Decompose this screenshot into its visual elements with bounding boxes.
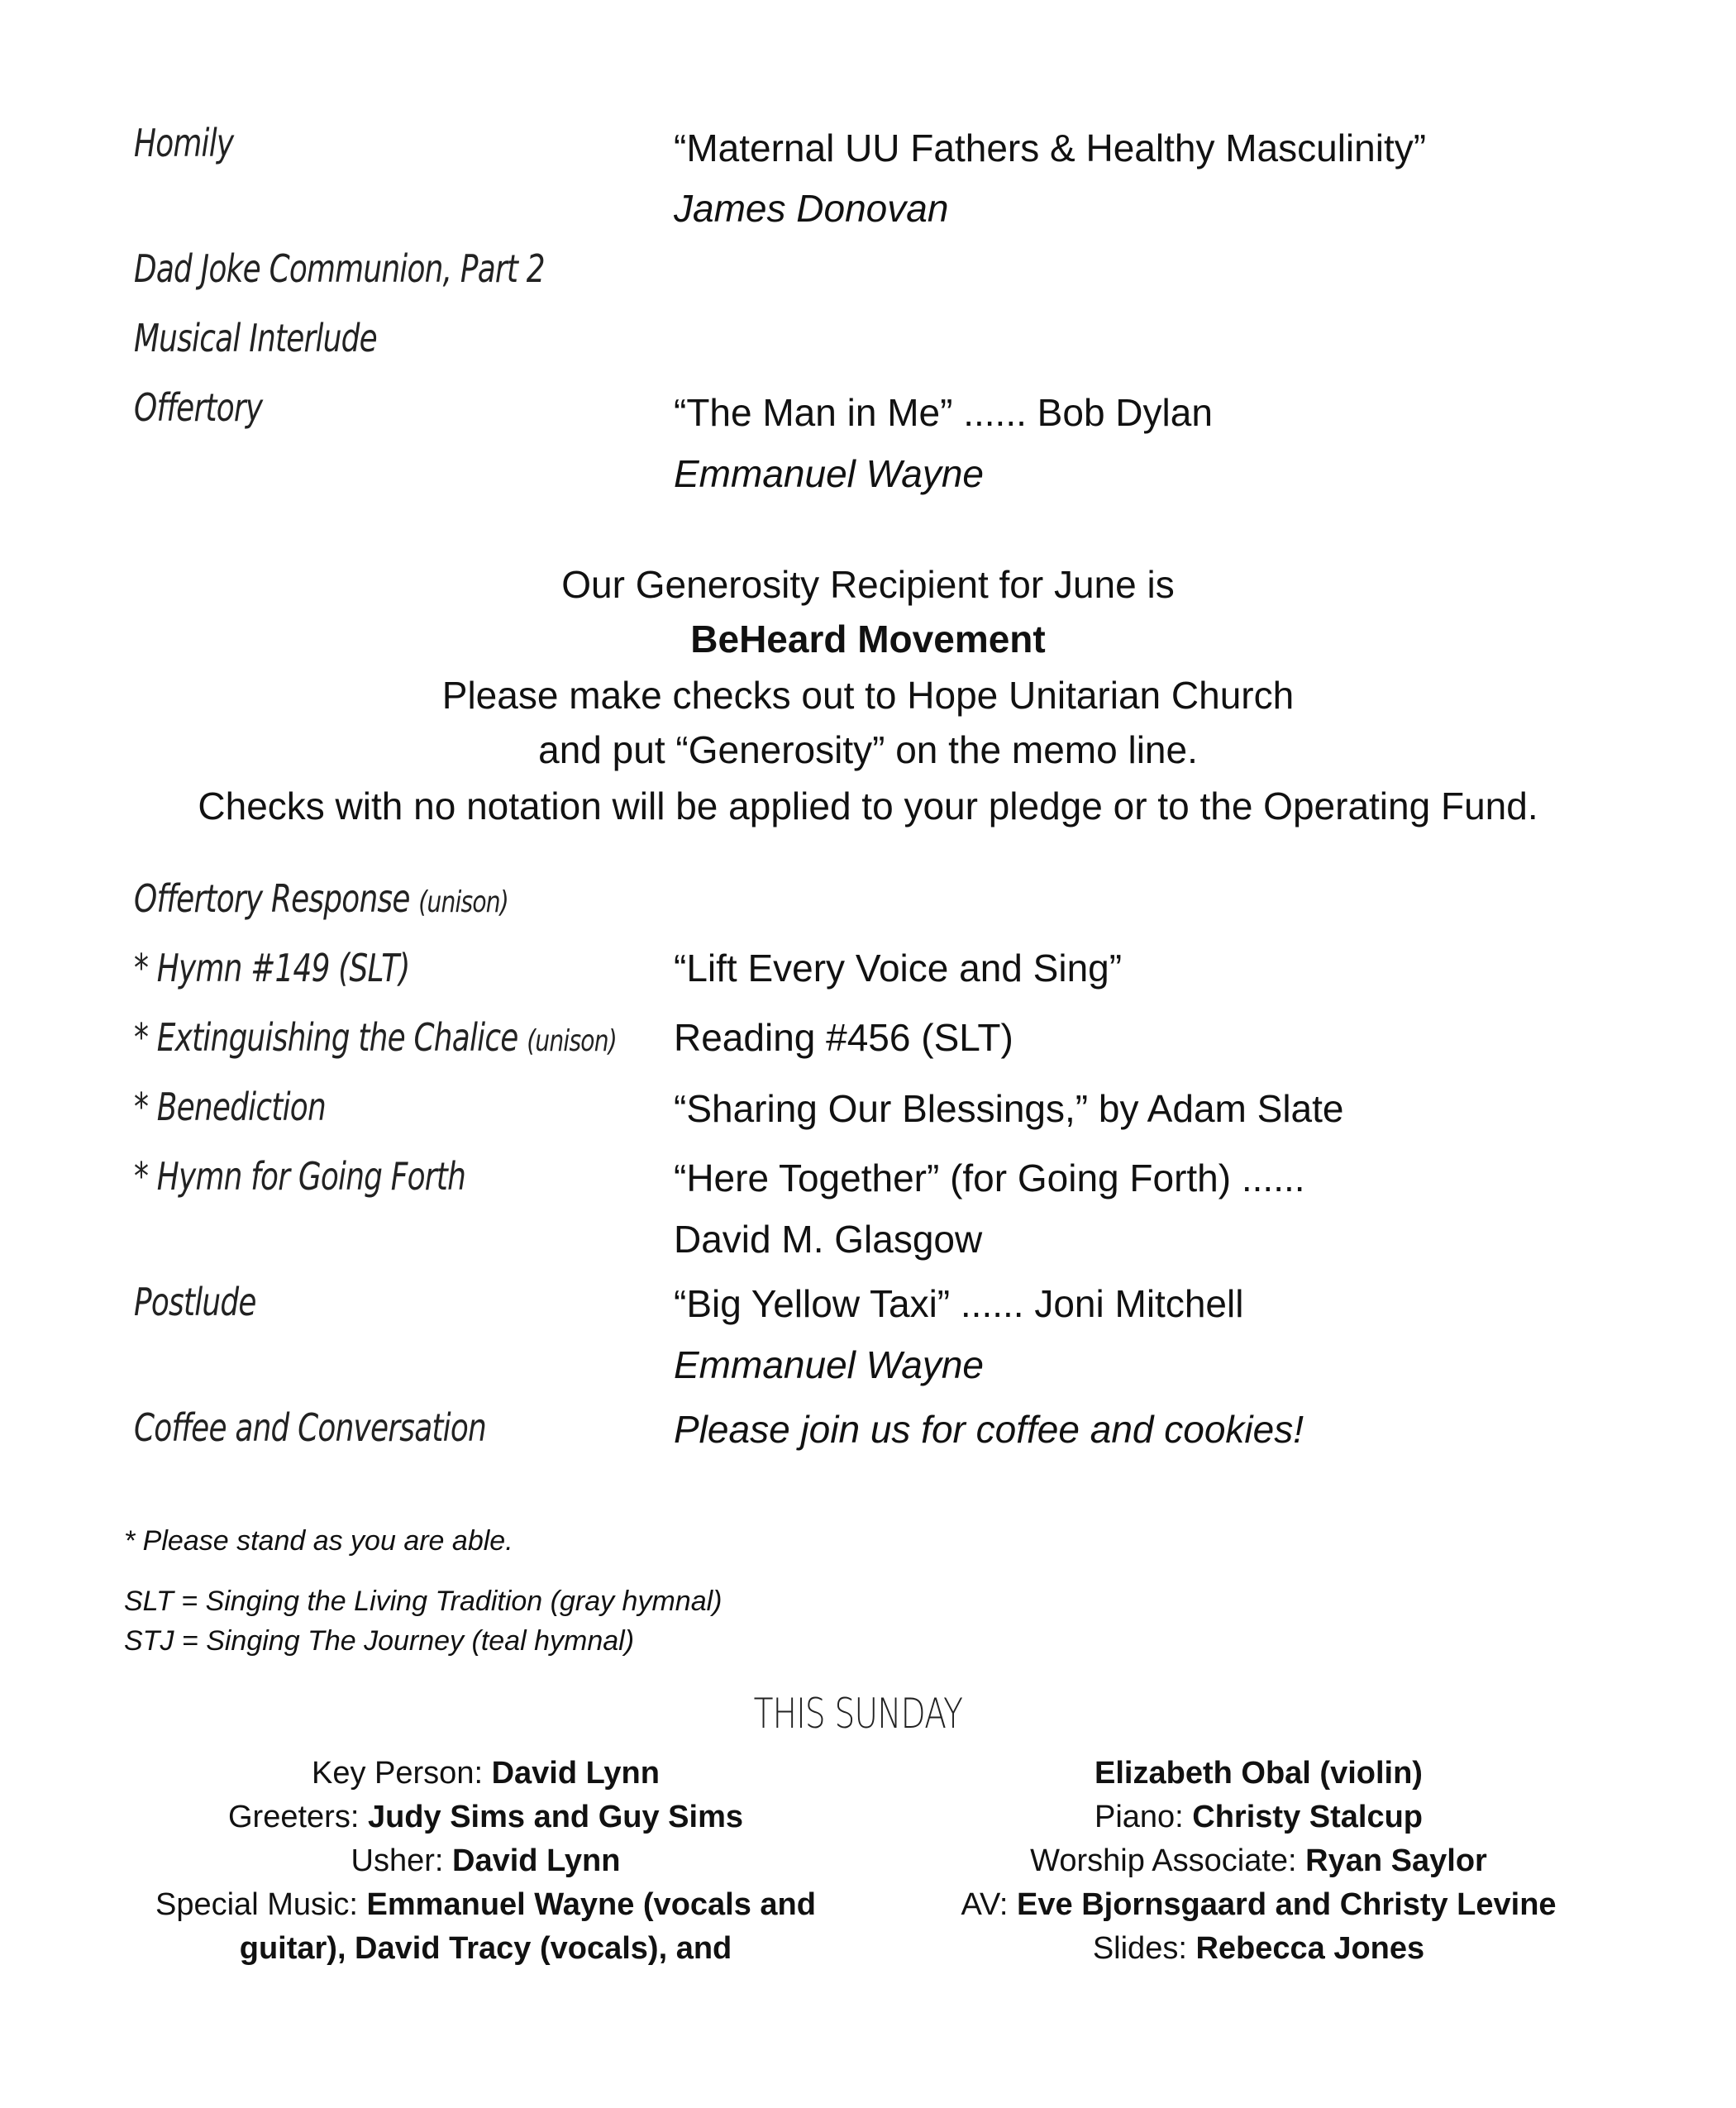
usher-role: Usher:: [351, 1843, 444, 1878]
piano-line: [880, 1796, 1637, 1839]
generosity-intro: Our Generosity Recipient for June is: [561, 563, 1175, 606]
hymn-going-forth-composer: David M. Glasgow: [674, 1218, 983, 1261]
worship-associate-role: Worship Associate:: [1030, 1843, 1297, 1878]
greeters-line: [116, 1796, 856, 1839]
this-sunday-left-column: [116, 1752, 856, 1971]
av-name: Eve Bjornsgaard and Christy Levine: [1017, 1887, 1557, 1922]
extinguishing-chalice-note: (unison): [527, 1024, 617, 1058]
postlude-label: Postlude: [134, 1280, 256, 1324]
coffee-conversation-note: Please join us for coffee and cookies!: [674, 1408, 1304, 1451]
key-person-name: David Lynn: [491, 1756, 660, 1791]
hymn-149-title: “Lift Every Voice and Sing”: [674, 947, 1123, 990]
worship-associate-name: Ryan Saylor: [1305, 1843, 1487, 1878]
piano-name: Christy Stalcup: [1192, 1800, 1424, 1834]
key-person-line: [116, 1752, 856, 1796]
slides-name: Rebecca Jones: [1195, 1931, 1425, 1966]
generosity-notation-note: Checks with no notation will be applied to your pledge or to the Operating Fund.: [198, 785, 1538, 827]
this-sunday-right-column: [880, 1752, 1637, 1971]
musical-interlude-label: Musical Interlude: [134, 316, 377, 360]
piano-role: Piano:: [1094, 1800, 1184, 1834]
generosity-checks-instruction: Please make checks out to Hope Unitarian Church: [441, 674, 1295, 717]
special-music-line: [116, 1883, 856, 1927]
extinguishing-chalice-reading: Reading #456 (SLT): [674, 1016, 1013, 1059]
benediction-label: * Benediction: [134, 1085, 326, 1129]
stand-note: * Please stand as you are able.: [124, 1525, 513, 1557]
special-music-role: Special Music:: [155, 1887, 358, 1922]
extinguishing-chalice-text: * Extinguishing the Chalice: [134, 1015, 518, 1060]
special-music-name-2: guitar), David Tracy (vocals), and: [239, 1931, 732, 1966]
hymn-149-label: * Hymn #149 (SLT): [134, 946, 410, 990]
special-music-name-1: Emmanuel Wayne (vocals and: [366, 1887, 816, 1922]
slides-role: Slides:: [1092, 1931, 1187, 1966]
stj-note: STJ = Singing The Journey (teal hymnal): [124, 1625, 635, 1657]
offertory-response-label: [134, 876, 508, 921]
postlude-performer: Emmanuel Wayne: [674, 1343, 984, 1386]
homily-speaker: James Donovan: [674, 187, 949, 230]
offertory-performer: Emmanuel Wayne: [674, 452, 984, 495]
greeters-name: Judy Sims and Guy Sims: [367, 1800, 743, 1834]
generosity-memo-instruction: and put “Generosity” on the memo line.: [538, 728, 1198, 771]
extinguishing-chalice-label: [134, 1015, 617, 1060]
benediction-text: “Sharing Our Blessings,” by Adam Slate: [674, 1087, 1344, 1130]
offertory-song: “The Man in Me” ...... Bob Dylan: [674, 391, 1213, 434]
homily-label: Homily: [134, 121, 234, 165]
greeters-role: Greeters:: [228, 1800, 360, 1834]
slides-line: [880, 1927, 1637, 1971]
offertory-response-text: Offertory Response: [134, 876, 410, 921]
usher-name: David Lynn: [452, 1843, 621, 1878]
postlude-song: “Big Yellow Taxi” ...... Joni Mitchell: [674, 1282, 1244, 1325]
dad-joke-communion-label: Dad Joke Communion, Part 2: [134, 246, 545, 291]
hymn-going-forth-label: * Hymn for Going Forth: [134, 1154, 466, 1199]
worship-associate-line: [880, 1839, 1637, 1883]
special-music-name-3: Elizabeth Obal (violin): [1095, 1756, 1423, 1791]
av-role: AV:: [961, 1887, 1009, 1922]
slt-note: SLT = Singing the Living Tradition (gray hymnal): [124, 1586, 723, 1617]
offertory-response-note: (unison): [418, 885, 508, 919]
this-sunday-heading-text: THIS SUNDAY: [753, 1690, 962, 1738]
homily-title: “Maternal UU Fathers & Healthy Masculinity”: [674, 126, 1427, 169]
offertory-label: Offertory: [134, 385, 263, 430]
this-sunday-heading: [0, 1690, 1715, 1738]
av-line: [880, 1883, 1637, 1927]
coffee-conversation-label: Coffee and Conversation: [134, 1405, 487, 1450]
generosity-recipient: BeHeard Movement: [690, 618, 1046, 661]
hymn-going-forth-title: “Here Together” (for Going Forth) ......: [674, 1157, 1305, 1199]
key-person-role: Key Person:: [312, 1756, 484, 1791]
usher-line: [116, 1839, 856, 1883]
